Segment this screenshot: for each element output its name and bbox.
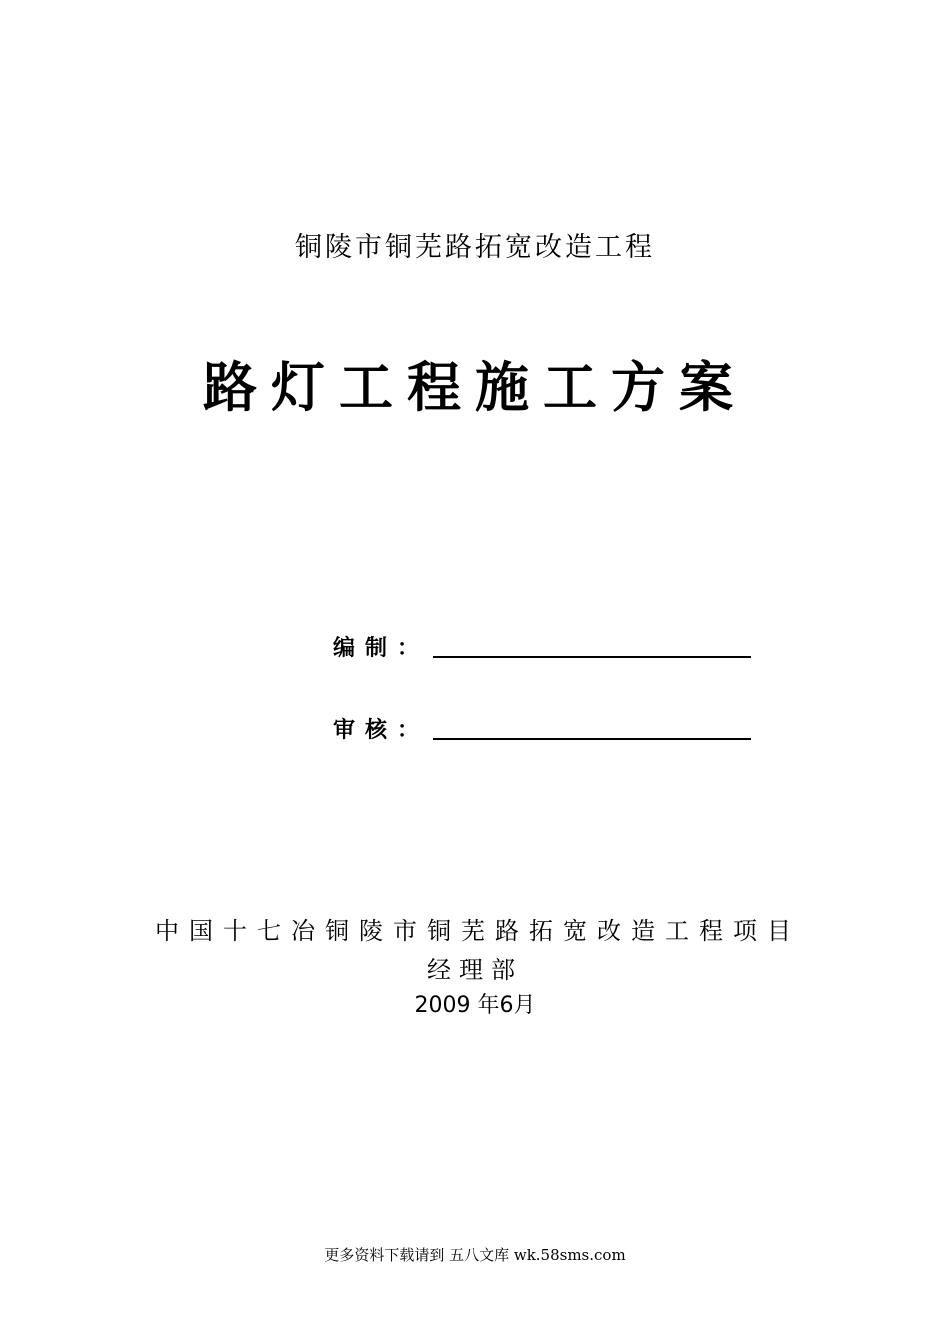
document-title: 路灯工程施工方案 xyxy=(203,355,747,419)
compiled-by-row xyxy=(333,628,753,668)
project-title: 铜陵市铜芜路拓宽改造工程 xyxy=(295,232,655,263)
document-date: 2009 年6月 xyxy=(414,993,536,1018)
reviewed-by-row xyxy=(333,710,753,750)
organization-name: 中国十七冶铜陵市铜芜路拓宽改造工程项目 xyxy=(155,917,801,945)
compiled-by-signature-line xyxy=(433,656,751,658)
organization-department: 经理部 xyxy=(427,956,523,984)
compiled-by-label: 编制： xyxy=(333,635,430,661)
reviewed-by-signature-line xyxy=(433,738,751,740)
reviewed-by-label: 审核： xyxy=(333,717,430,743)
footer-download-note: 更多资料下载请到 五八文库 wk.58sms.com xyxy=(324,1246,626,1264)
